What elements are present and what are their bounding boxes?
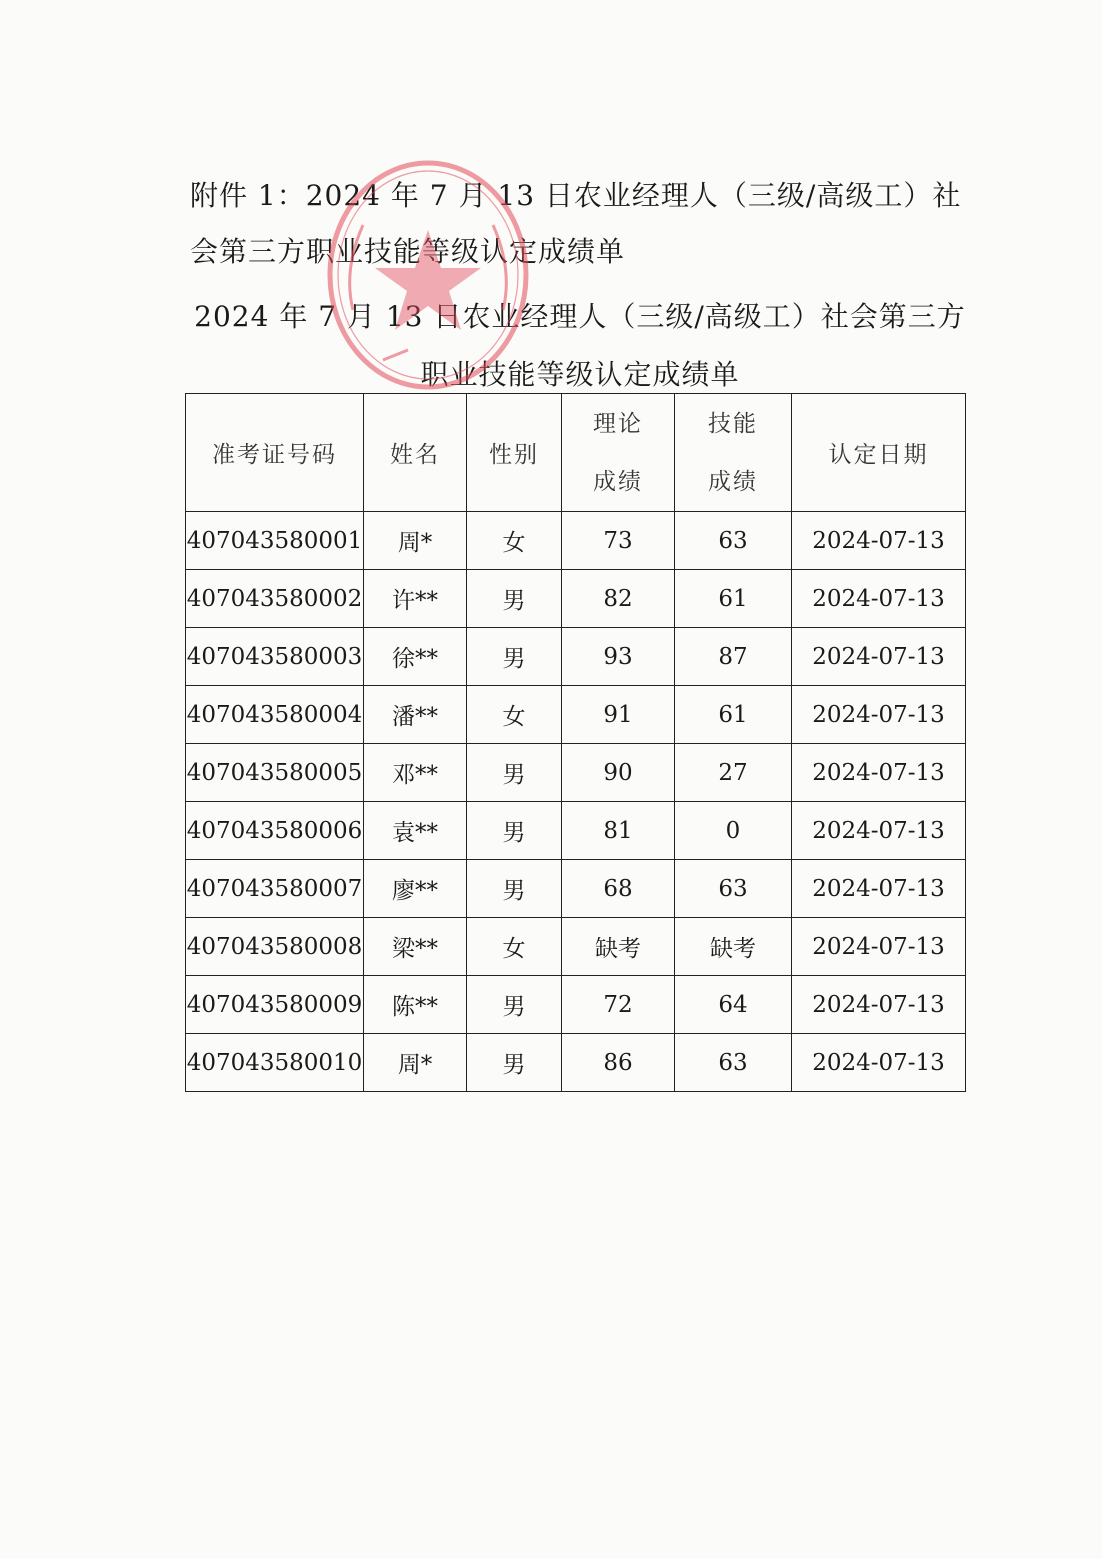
cell-theory-score: 86	[562, 1034, 675, 1092]
table-row	[186, 570, 966, 628]
cell-gender: 女	[467, 686, 562, 744]
cell-exam-id: 407043580008	[186, 918, 364, 976]
header-exam-id: 准考证号码	[186, 394, 364, 512]
header-skill-score	[675, 394, 792, 512]
cell-gender: 男	[467, 570, 562, 628]
attachment-title: 附件 1：2024 年 7 月 13 日农业经理人（三级/高级工）社会第三方职业技能等级认定成绩单	[190, 179, 962, 268]
cell-exam-id: 407043580007	[186, 860, 364, 918]
cell-cert-date: 2024-07-13	[792, 686, 966, 744]
cell-theory-score: 91	[562, 686, 675, 744]
cell-gender: 男	[467, 976, 562, 1034]
cell-theory-score: 82	[562, 570, 675, 628]
header-theory-score	[562, 394, 675, 512]
cell-skill-score: 61	[675, 686, 792, 744]
cell-name: 周*	[364, 1034, 467, 1092]
cell-gender: 男	[467, 860, 562, 918]
cell-exam-id: 407043580002	[186, 570, 364, 628]
cell-skill-score: 0	[675, 802, 792, 860]
cell-gender: 男	[467, 628, 562, 686]
cell-name: 邓**	[364, 744, 467, 802]
cell-cert-date: 2024-07-13	[792, 976, 966, 1034]
document-title-line-1: 2024 年 7 月 13 日农业经理人（三级/高级工）社会第三方	[194, 300, 966, 333]
cell-cert-date: 2024-07-13	[792, 860, 966, 918]
score-table	[185, 393, 966, 1092]
document-title-line-2: 职业技能等级认定成绩单	[420, 358, 740, 391]
cell-gender: 男	[467, 1034, 562, 1092]
cell-theory-score: 81	[562, 802, 675, 860]
document-title	[150, 288, 1010, 404]
cell-theory-score: 缺考	[562, 918, 675, 976]
cell-skill-score: 27	[675, 744, 792, 802]
cell-exam-id: 407043580010	[186, 1034, 364, 1092]
cell-skill-score: 63	[675, 1034, 792, 1092]
cell-cert-date: 2024-07-13	[792, 1034, 966, 1092]
cell-gender: 男	[467, 744, 562, 802]
cell-name: 廖**	[364, 860, 467, 918]
table-row	[186, 860, 966, 918]
cell-cert-date: 2024-07-13	[792, 570, 966, 628]
cell-gender: 男	[467, 802, 562, 860]
header-cert-date: 认定日期	[792, 394, 966, 512]
cell-name: 周*	[364, 512, 467, 570]
cell-theory-score: 72	[562, 976, 675, 1034]
cell-skill-score: 64	[675, 976, 792, 1034]
cell-name: 徐**	[364, 628, 467, 686]
cell-theory-score: 90	[562, 744, 675, 802]
cell-name: 梁**	[364, 918, 467, 976]
cell-theory-score: 73	[562, 512, 675, 570]
table-row	[186, 802, 966, 860]
cell-name: 潘**	[364, 686, 467, 744]
cell-name: 许**	[364, 570, 467, 628]
header-skill-line-2: 成绩	[708, 468, 758, 495]
cell-exam-id: 407043580006	[186, 802, 364, 860]
table-header-row	[186, 394, 966, 512]
table-row	[186, 976, 966, 1034]
header-theory-line-2: 成绩	[593, 468, 643, 495]
cell-exam-id: 407043580004	[186, 686, 364, 744]
cell-skill-score: 缺考	[675, 918, 792, 976]
cell-skill-score: 63	[675, 512, 792, 570]
cell-cert-date: 2024-07-13	[792, 744, 966, 802]
header-skill-line-1: 技能	[708, 410, 758, 437]
table-row	[186, 628, 966, 686]
cell-name: 陈**	[364, 976, 467, 1034]
table-row	[186, 1034, 966, 1092]
cell-cert-date: 2024-07-13	[792, 802, 966, 860]
cell-theory-score: 68	[562, 860, 675, 918]
header-gender: 性别	[467, 394, 562, 512]
cell-gender: 女	[467, 512, 562, 570]
header-name: 姓名	[364, 394, 467, 512]
cell-exam-id: 407043580001	[186, 512, 364, 570]
cell-cert-date: 2024-07-13	[792, 512, 966, 570]
cell-skill-score: 61	[675, 570, 792, 628]
cell-cert-date: 2024-07-13	[792, 918, 966, 976]
header-theory-line-1: 理论	[593, 410, 643, 437]
table-row	[186, 686, 966, 744]
table-row	[186, 744, 966, 802]
cell-skill-score: 63	[675, 860, 792, 918]
cell-theory-score: 93	[562, 628, 675, 686]
cell-exam-id: 407043580005	[186, 744, 364, 802]
cell-cert-date: 2024-07-13	[792, 628, 966, 686]
cell-exam-id: 407043580009	[186, 976, 364, 1034]
cell-exam-id: 407043580003	[186, 628, 364, 686]
cell-gender: 女	[467, 918, 562, 976]
table-row	[186, 918, 966, 976]
table-row	[186, 512, 966, 570]
cell-name: 袁**	[364, 802, 467, 860]
cell-skill-score: 87	[675, 628, 792, 686]
